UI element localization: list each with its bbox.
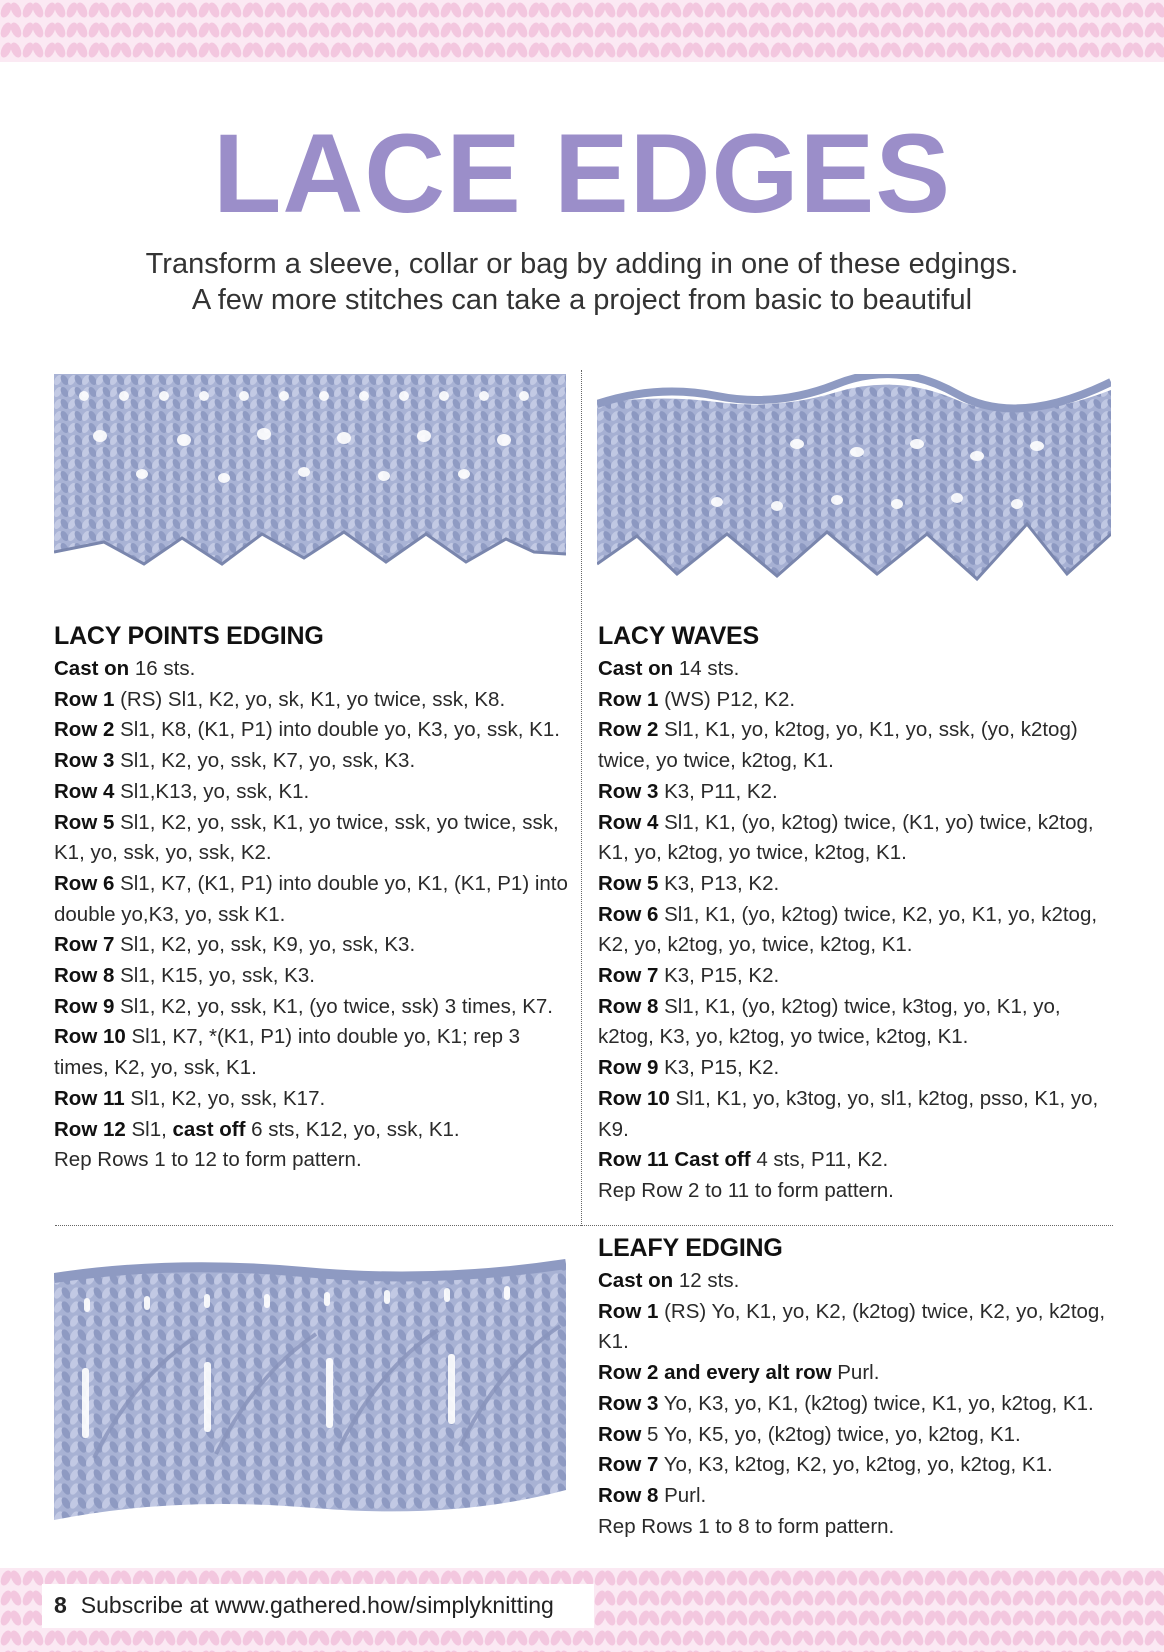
pattern-row: Row 7 K3, P15, K2. [598, 964, 780, 988]
pattern-row: Row 7 Yo, K3, k2tog, K2, yo, k2tog, yo, k2tog, K1. [598, 1453, 1053, 1477]
lacy-points-pattern [54, 620, 569, 1176]
pattern-row: Row 3 Yo, K3, yo, K1, (k2tog) twice, K1, yo, k2tog, K1. [598, 1391, 1094, 1415]
leafy-edging-title: LEAFY EDGING [598, 1234, 783, 1262]
pattern-row: Cast on 12 sts. [598, 1269, 740, 1292]
pattern-row: Row 9 Sl1, K2, yo, ssk, K1, (yo twice, ssk) 3 times, K7. [54, 994, 553, 1018]
pattern-row: Row 2 Sl1, K1, yo, k2tog, yo, K1, yo, ssk, (yo, k2tog) twice, yo twice, k2tog, K1. [598, 718, 1078, 773]
section-divider [55, 1225, 1113, 1226]
subtitle-line-2: A few more stitches can take a project from basic to beautiful [191, 284, 973, 316]
page-title: LACE EDGES [212, 111, 952, 236]
leafy-edging-pattern [598, 1232, 1128, 1542]
page-footer [54, 1590, 554, 1620]
pattern-row: Row 1 (RS) Sl1, K2, yo, sk, K1, yo twice, ssk, K8. [54, 687, 506, 711]
lacy-points-title: LACY POINTS EDGING [54, 622, 324, 650]
lacy-waves-pattern [598, 620, 1113, 1207]
pattern-row: Row 4 Sl1,K13, yo, ssk, K1. [54, 779, 310, 803]
pattern-row: Row 2 Sl1, K8, (K1, P1) into double yo, K3, yo, ssk, K1. [54, 718, 560, 742]
pattern-row: Row 10 Sl1, K7, *(K1, P1) into double yo, K1; rep 3 times, K2, yo, ssk, K1. [54, 1025, 521, 1080]
pattern-row: Row 9 K3, P15, K2. [598, 1056, 780, 1080]
pattern-row: Cast on 14 sts. [598, 657, 740, 680]
subscribe-link[interactable]: Subscribe at www.gathered.how/simplyknitting [80, 1592, 554, 1618]
lacy-points-photo [54, 374, 566, 590]
page-subtitle [0, 246, 1164, 318]
pattern-row: Row 4 Sl1, K1, (yo, k2tog) twice, (K1, yo) twice, k2tog, K1, yo, k2tog, yo twice, k2tog, K1. [598, 810, 1094, 865]
pattern-row: Row 5 K3, P13, K2. [598, 871, 780, 895]
top-knit-band [0, 0, 1164, 62]
pattern-row: Rep Rows 1 to 12 to form pattern. [54, 1148, 362, 1172]
pattern-row: Row 12 Sl1, cast off 6 sts, K12, yo, ssk, K1. [54, 1117, 460, 1141]
pattern-row: Row 10 Sl1, K1, yo, k3tog, yo, sl1, k2tog, psso, K1, yo, K9. [598, 1086, 1099, 1141]
column-divider [581, 370, 582, 1226]
pattern-row: Row 5 Sl1, K2, yo, ssk, K1, yo twice, ssk, yo twice, ssk, K1, yo, ssk, yo, ssk, K2. [54, 810, 559, 865]
leafy-edging-photo [54, 1258, 566, 1528]
pattern-row: Row 3 Sl1, K2, yo, ssk, K7, yo, ssk, K3. [54, 749, 416, 773]
pattern-row: Row 7 Sl1, K2, yo, ssk, K9, yo, ssk, K3. [54, 933, 416, 957]
lacy-waves-title: LACY WAVES [598, 622, 759, 650]
pattern-row: Row 8 Sl1, K1, (yo, k2tog) twice, k3tog, yo, K1, yo, k2tog, K3, yo, k2tog, yo twice, k2tog, K1. [598, 994, 1061, 1049]
lacy-waves-photo [597, 374, 1111, 590]
pattern-row: Row 6 Sl1, K7, (K1, P1) into double yo, K1, (K1, P1) into double yo,K3, yo, ssk K1. [54, 871, 568, 926]
pattern-row: Row 11 Sl1, K2, yo, ssk, K17. [54, 1086, 326, 1110]
pattern-row: Row 8 Sl1, K15, yo, ssk, K3. [54, 964, 315, 988]
pattern-row: Cast on 16 sts. [54, 657, 196, 680]
pattern-row: Row 3 K3, P11, K2. [598, 779, 778, 803]
pattern-row: Row 1 (WS) P12, K2. [598, 687, 796, 711]
pattern-row: Row 8 Purl. [598, 1483, 707, 1507]
subtitle-line-1: Transform a sleeve, collar or bag by adding in one of these edgings. [145, 248, 1019, 280]
pattern-row: Row 6 Sl1, K1, (yo, k2tog) twice, K2, yo, K1, yo, k2tog, K2, yo, k2tog, yo, twice, k2tog, K1. [598, 902, 1098, 957]
pattern-row: Row 11 Cast off 4 sts, P11, K2. [598, 1148, 889, 1172]
pattern-row: Row 5 Yo, K5, yo, (k2tog) twice, yo, k2tog, K1. [598, 1422, 1021, 1446]
pattern-row: Rep Row 2 to 11 to form pattern. [598, 1178, 894, 1202]
pattern-row: Row 2 and every alt row Purl. [598, 1361, 880, 1385]
page-number: 8 [54, 1592, 67, 1618]
pattern-row: Row 1 (RS) Yo, K1, yo, K2, (k2tog) twice, K2, yo, k2tog, K1. [598, 1299, 1106, 1354]
pattern-row: Rep Rows 1 to 8 to form pattern. [598, 1514, 895, 1538]
